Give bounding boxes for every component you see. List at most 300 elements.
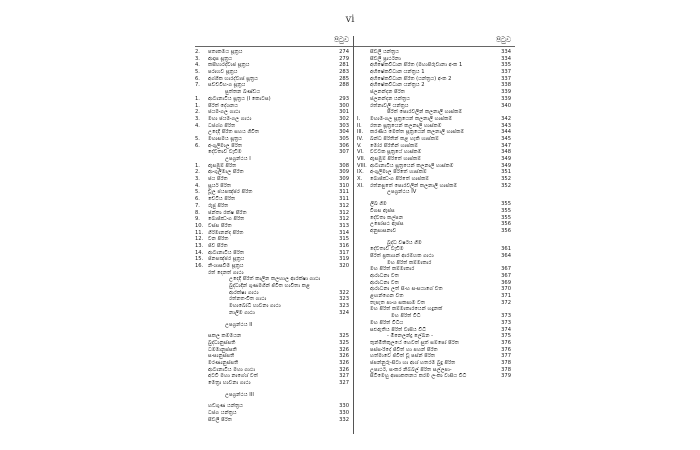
table-of-contents <box>195 36 515 440</box>
toc-entry-number: 16. <box>195 263 204 269</box>
toc-entry-page: 352 <box>501 182 511 189</box>
toc-entry-number: 4. <box>195 122 200 129</box>
toc-entry-title: සංඝානුස්සති <box>208 353 235 360</box>
toc-entry-title: විගස ඇස්ස <box>370 207 395 214</box>
page-number: vi <box>345 14 355 25</box>
toc-entry-title: නිංශාසවීම සූත්‍රය <box>208 263 244 269</box>
toc-entry-title: මහා ජයමංගල ගාථා <box>208 115 252 122</box>
toc-entry-title: රුජු පිරිත <box>208 202 229 209</box>
toc-entry-title: සුත්තන ඛණ්ඩය <box>225 89 261 96</box>
toc-entry-title: ධම්මානුස්සති <box>208 346 237 353</box>
toc-section-heading <box>195 322 351 329</box>
toc-entry <box>195 210 351 217</box>
toc-entry <box>195 56 351 63</box>
toc-section-heading <box>357 109 513 116</box>
toc-entry-title: සීවලී පිරිත <box>208 416 232 423</box>
toc-entry-number: 9. <box>195 216 200 223</box>
toc-entry <box>195 189 351 196</box>
toc-entry <box>357 69 513 76</box>
toc-entry <box>195 347 351 354</box>
toc-entry-title: බුද්ධානුස්සති <box>208 339 236 346</box>
toc-entry-page: 337 <box>501 69 511 76</box>
toc-entry-title: කරණීය මෙත්ත සූත්‍රයෙන් කලනාලී හාස්කම් <box>370 129 465 136</box>
toc-entry <box>357 360 513 367</box>
toc-entry <box>357 163 513 170</box>
toc-entry-title: ජය පිරිත <box>208 176 228 183</box>
toc-entry-number: 3. <box>195 176 200 183</box>
toc-section-heading <box>357 260 513 267</box>
toc-entry-number: VII. <box>357 156 366 162</box>
toc-entry-page: 370 <box>501 286 511 293</box>
toc-entry-page: 304 <box>339 129 349 136</box>
toc-entry-title: අංගුලිමාල පිරිතේ හාස්කම් <box>370 169 427 176</box>
toc-entry-title: උදෙදී පිරිත සහය ගිවිත <box>208 129 260 136</box>
toc-entry-page: 311 <box>339 196 349 203</box>
toc-entry <box>357 246 513 253</box>
toc-entry-page: 377 <box>501 353 511 360</box>
toc-entry <box>195 290 351 297</box>
toc-entry-page: 310 <box>339 182 349 189</box>
toc-entry-title: ගිරිමානන්ද පිරිත <box>208 229 244 236</box>
toc-entry-title: පිරිත් පොරවලින් කලනාලී හාස්කම් <box>387 109 463 116</box>
toc-entry <box>195 263 351 270</box>
toc-entry-page: 314 <box>339 229 349 236</box>
toc-entry-number: XI. <box>357 182 364 189</box>
column-header-page: පිටුව <box>496 36 511 44</box>
toc-entry <box>357 103 513 110</box>
toc-entry-title: ආරාධනා වත <box>370 279 399 286</box>
toc-entry <box>195 76 351 83</box>
toc-entry <box>195 116 351 123</box>
toc-entry-number: I. <box>357 115 361 122</box>
toc-entry-title: මහ පිරිත් විධිය <box>370 319 404 326</box>
toc-entry <box>357 273 513 280</box>
toc-entry-title: සකල කම්මයන <box>208 333 242 340</box>
toc-entry-title: ජිනපඤ්ජර සූත්‍රය <box>208 256 245 263</box>
toc-entry-title: - මිනෙලන්ද්‍ර ලේඛන - <box>387 333 434 340</box>
toc-entry-title: මෙත්‍රා භාවනා ගාථා <box>208 380 251 386</box>
toc-entry <box>195 373 351 380</box>
toc-entry-page: 342 <box>501 115 511 122</box>
toc-entry-title: අභිෂේකවිධාන යන්ත්‍රය 2 <box>370 82 425 89</box>
toc-entry <box>357 56 513 63</box>
toc-entry-page: 330 <box>339 403 349 410</box>
toc-entry-page: 374 <box>501 326 511 333</box>
toc-entry-page: 334 <box>501 55 511 62</box>
toc-entry <box>195 250 351 257</box>
toc-entry-number: 2. <box>195 169 200 176</box>
toc-entry-page: 303 <box>339 122 349 129</box>
toc-entry-title: උපග්‍රන්ථය I <box>225 156 251 162</box>
toc-entry <box>195 367 351 374</box>
toc-entry-title: වස්ස පිරිත <box>208 222 232 229</box>
toc-entry-title: ආටානාටිය පිරිත <box>208 249 245 256</box>
toc-entry <box>357 353 513 360</box>
toc-entry-title: මහ පිරිත් කම්මාකාර <box>387 259 432 266</box>
toc-entry-number: 15. <box>195 256 204 263</box>
toc-entry <box>195 417 351 424</box>
toc-entry-number: 3. <box>195 115 200 122</box>
toc-entry-title: මරණානුස්සති <box>208 359 239 366</box>
toc-entry-title: ධජග්ග පිරිත <box>208 122 236 129</box>
toc-entry-number: 6. <box>195 196 200 203</box>
toc-entry-title: ආටානාටිය මහා ගාථා <box>208 366 256 373</box>
toc-entry-page: 306 <box>339 142 349 149</box>
toc-entry-title: මහාසමය සූත්‍රය <box>208 135 243 142</box>
toc-entry-title: පරාභව සූත්‍රය <box>208 69 238 76</box>
toc-entry <box>195 283 351 290</box>
toc-entry-page: 369 <box>501 279 511 286</box>
toc-entry <box>357 228 513 235</box>
toc-entry <box>195 410 351 417</box>
toc-entry-page: 326 <box>339 366 349 373</box>
toc-entry-page: 309 <box>339 169 349 176</box>
toc-entry <box>195 149 351 156</box>
toc-entry-title: සළුඇතිය පිරිත් වාසිය විධි <box>370 326 426 333</box>
toc-entry-page: 327 <box>339 380 349 386</box>
toc-entry-page: 356 <box>501 227 511 234</box>
toc-entry <box>195 136 351 143</box>
toc-entry <box>195 143 351 150</box>
toc-entry-page: 343 <box>501 122 511 129</box>
toc-entry-number: 4. <box>195 182 200 189</box>
toc-entry-title: ආදාස සූත්‍රය <box>208 55 233 62</box>
toc-entry <box>195 276 351 283</box>
toc-entry-title: දේවතාව වැඩීම <box>370 246 404 253</box>
toc-entry-title: හඩගුණ යන්ත්‍රය <box>208 403 243 410</box>
toc-entry <box>195 109 351 116</box>
toc-entry-title: රත්නපුතේ පොරවලින් කලනාලී හාස්කම් <box>370 182 458 189</box>
toc-entry-title: මෝර පිරිතින් හාස්කම් <box>370 142 418 149</box>
toc-entry-page: 352 <box>501 176 511 183</box>
toc-entry-title: ජයමංගල ගාථා <box>208 109 241 116</box>
toc-entry-page: 323 <box>339 296 349 303</box>
toc-section-heading <box>195 392 351 399</box>
toc-entry <box>195 340 351 347</box>
toc-section-heading <box>357 189 513 196</box>
toc-entry-page: 330 <box>339 410 349 417</box>
toc-entry-number: 1. <box>195 162 200 169</box>
toc-entry-title: උපග්‍රන්ථය II <box>225 321 253 328</box>
toc-entry-page: 326 <box>339 346 349 353</box>
toc-entry <box>357 306 513 313</box>
toc-entry-page: 356 <box>501 221 511 228</box>
toc-entry-number: X. <box>357 176 363 183</box>
toc-entry <box>357 253 513 260</box>
toc-entry-title: සූර්ය පිරිත <box>208 182 232 189</box>
toc-entry-page: 316 <box>339 242 349 249</box>
toc-entry-title: ජපන්නුරු-සිටා හා ආශ් හතරම බුදු පිරිත <box>370 359 456 366</box>
toc-entry-title: අනුසාසනාව <box>370 227 397 234</box>
toc-section-heading <box>195 156 351 163</box>
toc-entry-title: අභිෂේකවිධාන යන්ත්‍රය 1 <box>370 69 425 76</box>
toc-entry-number: 7. <box>195 82 200 89</box>
toc-entry-title: ආරක්ෂා ගාථා <box>229 289 259 296</box>
toc-entry-title: ආංගුලිමාල පිරිත <box>208 169 244 176</box>
toc-entry <box>195 310 351 317</box>
toc-entry <box>357 82 513 89</box>
toc-entry-title: ඇසඹුම් පිරිත <box>208 162 237 169</box>
toc-entry-title: ආටානාටිය සූත්‍රය (I කොටස) <box>208 95 271 102</box>
toc-entry-title: ඇසඹුම් පිරිතේ හාස්කම් <box>370 156 421 162</box>
toc-entry-title: බොජ්ඣංග පිරිත <box>208 216 245 223</box>
toc-entry-page: 335 <box>501 62 511 69</box>
toc-entry-page: 337 <box>501 75 511 82</box>
toc-entry <box>195 196 351 203</box>
toc-entry <box>195 169 351 176</box>
toc-entry-page: 283 <box>339 69 349 76</box>
toc-entry-number: 2. <box>195 109 200 116</box>
toc-entry <box>195 203 351 210</box>
toc-entry-page: 311 <box>339 189 349 196</box>
toc-entry-page: 355 <box>501 214 511 221</box>
toc-entry-number: 1. <box>195 95 200 102</box>
toc-entry <box>195 360 351 367</box>
toc-entry-number: 12. <box>195 236 204 243</box>
toc-entry <box>195 236 351 243</box>
toc-entry-page: 361 <box>501 246 511 253</box>
toc-entry <box>357 208 513 215</box>
toc-entry-page: 312 <box>339 202 349 209</box>
toc-entry <box>357 116 513 123</box>
toc-entry-title: ජීව පිරිත <box>208 242 228 249</box>
toc-entry-page: 274 <box>339 49 349 55</box>
toc-entry-title: ජන්තා රක්ෂ පිරිත <box>208 209 247 216</box>
toc-entry <box>357 169 513 176</box>
toc-entry-page: 355 <box>501 207 511 214</box>
toc-entry-page: 348 <box>501 149 511 156</box>
toc-entry-page: 312 <box>339 216 349 223</box>
toc-entry-title: මහාමංගල සූත්‍රයෙන් කලනාලී හාස්කම් <box>370 115 453 122</box>
toc-entry <box>357 266 513 273</box>
toc-entry <box>357 62 513 69</box>
toc-entry <box>195 62 351 69</box>
toc-entry-page: 378 <box>501 366 511 373</box>
toc-entry <box>195 333 351 340</box>
toc-entry-page: 324 <box>339 309 349 316</box>
toc-entry <box>195 69 351 76</box>
toc-entry-title: ළඟන්ගෙන වත <box>370 293 404 300</box>
toc-entry-number: 7. <box>195 202 200 209</box>
toc-entry <box>357 327 513 334</box>
toc-entry-title: අංගුලිමාල පිරිත <box>208 142 243 149</box>
toc-entry-page: 325 <box>339 339 349 346</box>
toc-entry-number: 8. <box>195 209 200 216</box>
toc-entry-title: ධජග යන්ත්‍රය <box>208 410 237 417</box>
toc-entry <box>195 176 351 183</box>
toc-entry-page: 327 <box>339 373 349 380</box>
toc-entry-page: 376 <box>501 346 511 353</box>
toc-entry-number: 5. <box>195 189 200 196</box>
toc-entry <box>357 280 513 287</box>
toc-entry-number: 10. <box>195 222 204 229</box>
toc-entry <box>195 230 351 237</box>
toc-entry-title: මහ පිරිත් කම්මාකාරයෙන් හදුනක් <box>370 306 443 313</box>
toc-entry-number: 6. <box>195 142 200 149</box>
toc-entry <box>195 353 351 360</box>
toc-entry-title: මහ පිරිත් කම්මාකාර <box>370 266 415 273</box>
toc-entry-page: 281 <box>339 62 349 69</box>
toc-entry-page: 371 <box>501 293 511 300</box>
toc-entry-title: ආරාධනා ලත් සිංහ සංඝයාගේ වත <box>370 286 443 293</box>
toc-entry-title: මහ පිරිත් විධි <box>391 313 421 320</box>
toc-entry <box>195 303 351 310</box>
toc-entry-page: 351 <box>501 169 511 176</box>
toc-entry-title: සච්චවිභංග සූත්‍රය <box>208 82 246 89</box>
toc-column-right <box>357 36 513 380</box>
column-header-page: පිටුව <box>334 36 349 44</box>
toc-entry <box>357 123 513 130</box>
toc-entry <box>195 256 351 263</box>
toc-entry-page: 308 <box>339 162 349 169</box>
toc-entry-page: 332 <box>339 416 349 423</box>
toc-entry-page: 355 <box>501 201 511 208</box>
toc-entry-title: උපෝසථ ඇස්ස <box>370 221 404 228</box>
toc-entry <box>195 163 351 170</box>
toc-entry-page: 279 <box>339 55 349 62</box>
toc-entry <box>357 96 513 103</box>
toc-entry <box>357 320 513 327</box>
toc-entry-page: 315 <box>339 236 349 243</box>
toc-entry <box>195 129 351 136</box>
toc-section-heading <box>357 333 513 340</box>
toc-entry-number: VI. <box>357 149 364 156</box>
toc-entry-page: 339 <box>501 89 511 96</box>
toc-entry <box>195 296 351 303</box>
toc-entry-page: 339 <box>501 95 511 102</box>
toc-entry-page: 367 <box>501 266 511 273</box>
toc-entry-page: 312 <box>339 209 349 216</box>
toc-entry <box>357 347 513 354</box>
toc-entry <box>357 149 513 156</box>
toc-entry <box>357 367 513 374</box>
toc-entry-page: 317 <box>339 249 349 256</box>
toc-entry-page: 322 <box>339 289 349 296</box>
toc-entry-title: පිරිත් ප්‍රකාශන් ආරම්භක ගාථා <box>370 252 434 259</box>
toc-entry <box>195 183 351 190</box>
toc-entry-page: 340 <box>501 102 511 109</box>
toc-entry-title: හත්මාවේ ජිවිත් වූ පස්න් පිරිත <box>370 353 436 360</box>
toc-entry-title: රත් දෙනත් ගාථා <box>208 269 244 276</box>
toc-entry <box>195 96 351 103</box>
toc-entry-page: 375 <box>501 333 511 340</box>
toc-entry-page: 349 <box>501 162 511 169</box>
toc-entry <box>195 82 351 89</box>
toc-entry-title: මහාබෝධි භාවනා ගාථා <box>229 303 281 310</box>
toc-entry-number: 4. <box>195 62 200 69</box>
toc-column-left <box>195 36 351 423</box>
toc-entry-page: 325 <box>339 333 349 340</box>
toc-entry <box>357 300 513 307</box>
toc-entry-title: බොජ්ඣංග පිරිතේ හාස්කම් <box>370 176 430 183</box>
toc-entry-page: 285 <box>339 75 349 82</box>
toc-entry-page: 305 <box>339 135 349 142</box>
toc-entry-page: 326 <box>339 359 349 366</box>
toc-entry-number: 1. <box>195 102 200 109</box>
toc-entry-title: තැපැත පාංශ සකසාම වත <box>370 299 426 306</box>
toc-entry <box>357 76 513 83</box>
toc-entry-title: සීවලී ප්‍රාර්ථනා <box>370 55 401 62</box>
toc-entry-page: 379 <box>501 373 511 380</box>
toc-entry-page: 376 <box>501 339 511 346</box>
toc-entry-number: 5. <box>195 135 200 142</box>
toc-entry-title: පතාකමය සූත්‍රය <box>208 49 243 55</box>
toc-entry-title: ජලනන්දන පිරිත <box>370 89 405 96</box>
toc-entry-page: 334 <box>501 49 511 55</box>
toc-entry-page: 302 <box>339 115 349 122</box>
toc-entry-number: 5. <box>195 69 200 76</box>
toc-entry-page: 323 <box>339 303 349 310</box>
toc-entry-page: 293 <box>339 95 349 102</box>
toc-entry-page: 347 <box>501 142 511 149</box>
toc-entry-title: අභිෂේකවිධාන පිරිත (මහාපිරුවානා අංක 1 <box>370 62 463 69</box>
toc-entry <box>195 103 351 110</box>
toc-entry <box>195 223 351 230</box>
toc-entry <box>195 380 351 387</box>
toc-entry-number: 3. <box>195 55 200 62</box>
toc-entry-page: 288 <box>339 82 349 89</box>
toc-entry <box>195 49 351 56</box>
toc-entry-number: IX. <box>357 169 364 176</box>
toc-entry-title: බුද්ධාදීන් ගුණමගින් ජීවිත භාවිතා කළ <box>229 283 310 290</box>
toc-entry-title: අටවි මහා නාගේශ් වත් <box>208 373 258 380</box>
toc-list-left <box>195 49 351 423</box>
toc-entry <box>195 123 351 130</box>
toc-entry <box>195 270 351 277</box>
toc-entry-title: ආටානාටිය සූත්‍රයෙන් කලනාලී හාස්කම් <box>370 162 454 169</box>
toc-entry-page: 344 <box>501 129 511 136</box>
toc-entry-page: 367 <box>501 273 511 279</box>
toc-entry-page: 372 <box>501 299 511 306</box>
toc-entry-page: 300 <box>339 102 349 109</box>
toc-entry <box>357 89 513 96</box>
toc-entry <box>357 129 513 136</box>
toc-entry <box>195 243 351 250</box>
toc-entry-title: ආරාධනා වත <box>370 273 399 279</box>
toc-entry-page: 301 <box>339 109 349 116</box>
toc-entry-title: ජලනන්දන යන්ත්‍රය <box>370 95 410 102</box>
toc-entry <box>195 216 351 223</box>
toc-entry-page: 364 <box>501 252 511 259</box>
toc-entry-title: උපාර්ථ, සංකර නිබ්බල් පිරිත සල්ලපා- <box>370 366 452 373</box>
toc-entry <box>357 221 513 228</box>
toc-entry-title: උදෙදී පිරිත් කාලින කලහාල ආරක්ෂා ගාථා <box>229 276 321 283</box>
toc-entry-page: 307 <box>339 149 349 156</box>
toc-section-heading <box>195 89 351 96</box>
toc-entry-page: 373 <box>501 313 511 320</box>
toc-entry <box>357 201 513 208</box>
toc-entry-number: 11. <box>195 229 204 236</box>
toc-entry-title: බුද්ධ වර්ෂය ගිම <box>387 239 422 246</box>
toc-entry-title: උපග්‍රන්ථය III <box>225 391 254 398</box>
toc-entry <box>357 183 513 190</box>
toc-entry-page: 345 <box>501 135 511 142</box>
toc-entry-page: 338 <box>501 82 511 89</box>
toc-entry-title: වට්ටක සූත්‍රයේ හාස්කම් <box>370 149 422 156</box>
toc-entry-number: 14. <box>195 249 204 256</box>
toc-entry-number: II. <box>357 122 362 129</box>
toc-entry-title: කසීභාරද්වාජ සූත්‍රය <box>208 62 250 69</box>
toc-entry-title: තුන්මිතිකුලයේ හෙවත් සුත් සම්පෝ පිරිත <box>370 339 459 346</box>
toc-entry-title: රත්නතංචිත ගාථා <box>229 296 267 303</box>
toc-entry-title: පස්සංරිදේ ජීවිත් හා පහන් පිරිත <box>370 346 438 353</box>
toc-entry-title: වන පිරිත <box>208 236 229 243</box>
toc-entry-number: V. <box>357 142 362 149</box>
toc-entry-number: 6. <box>195 75 200 82</box>
toc-entry-page: 319 <box>339 256 349 263</box>
toc-entry-number: VIII. <box>357 162 367 169</box>
toc-entry-title: චේටිය පිරිත <box>208 196 236 203</box>
